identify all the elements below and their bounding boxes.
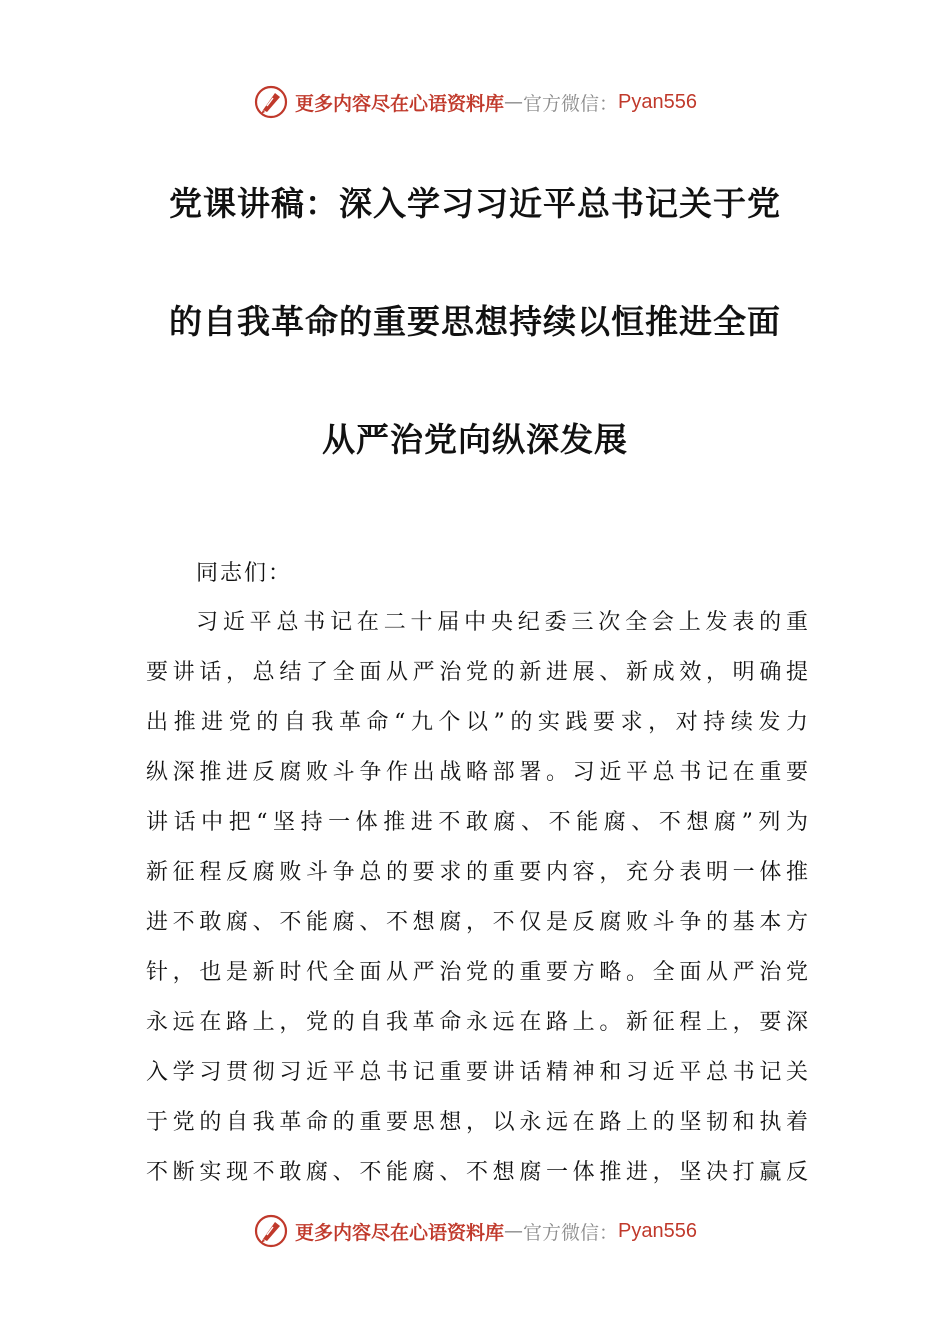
body-line: 新征程反腐败斗争总的要求的重要内容，充分表明一体推 [146,860,808,885]
salutation: 同志们： [196,561,293,586]
watermark-brand: 更多内容尽在心语资料库 [295,92,505,115]
watermark-separator: — [504,91,524,113]
body-line: 出推进党的自我革命“九个以”的实践要求，对持续发力 [146,710,808,735]
watermark-brand: 更多内容尽在心语资料库 [295,1221,505,1244]
document-title-line-2: 的自我革命的重要思想持续以恒推进全面 [169,302,781,341]
body-line: 进不敢腐、不能腐、不想腐，不仅是反腐败斗争的基本方 [146,910,808,935]
body-line: 讲话中把“坚持一体推进不敢腐、不能腐、不想腐”列为 [146,810,808,835]
pen-nib-logo-icon [253,84,289,120]
header-watermark [0,82,950,122]
body-paragraph [146,598,808,1198]
watermark-wechat-id: Pyan556 [618,1219,697,1242]
watermark-wechat-label: 官方微信： [523,1221,619,1244]
body-line: 不断实现不敢腐、不能腐、不想腐一体推进，坚决打赢反 [146,1160,808,1185]
footer-watermark [0,1211,950,1251]
body-line: 针，也是新时代全面从严治党的重要方略。全面从严治党 [146,960,808,985]
watermark-wechat-label: 官方微信： [523,92,619,115]
watermark-text [295,1218,697,1245]
body-line: 于党的自我革命的重要思想，以永远在路上的坚韧和执着 [146,1110,808,1135]
watermark-separator: — [504,1220,524,1242]
body-line: 习近平总书记在二十届中央纪委三次全会上发表的重 [196,610,808,635]
document-title-line-3: 从严治党向纵深发展 [322,420,628,459]
document-title-line-1: 党课讲稿：深入学习习近平总书记关于党 [169,184,781,223]
body-line: 入学习贯彻习近平总书记重要讲话精神和习近平总书记关 [146,1060,808,1085]
watermark-wechat-id: Pyan556 [618,90,697,113]
body-line: 要讲话，总结了全面从严治党的新进展、新成效，明确提 [146,660,808,685]
body-line: 永远在路上，党的自我革命永远在路上。新征程上，要深 [146,1010,808,1035]
body-line: 纵深推进反腐败斗争作出战略部署。习近平总书记在重要 [146,760,808,785]
watermark-text [295,89,697,116]
pen-nib-logo-icon [253,1213,289,1249]
